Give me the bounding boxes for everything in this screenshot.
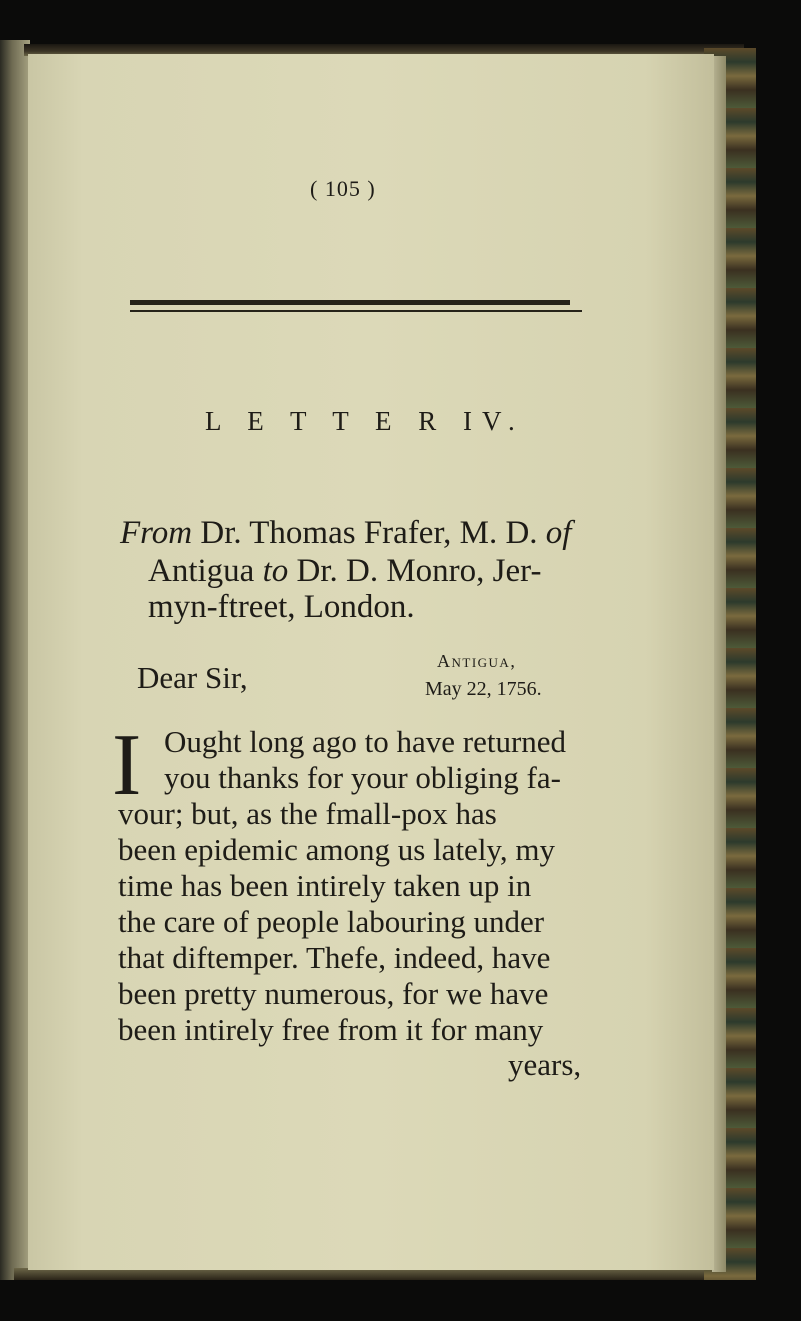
book-page	[28, 54, 714, 1270]
body-line: been epidemic among us lately, my	[118, 832, 556, 867]
body-line: that diftemper. Thefe, indeed, have	[118, 940, 551, 975]
heading-line-2	[148, 553, 541, 590]
body-line: been intirely free from it for many	[118, 1012, 544, 1047]
page-number: ( 105 )	[310, 176, 376, 201]
heading-sender: Dr. Thomas Frafer, M. D.	[192, 515, 546, 551]
drop-cap: I	[112, 717, 142, 814]
salutation: Dear Sir,	[137, 660, 248, 695]
heading-line-1	[120, 515, 571, 552]
heading-of: of	[545, 515, 572, 551]
body-line: time has been intirely taken up in	[118, 868, 532, 903]
heading-origin: Antigua	[148, 553, 263, 589]
page-stack-edge	[712, 56, 726, 1272]
body-line: Ought long ago to have returned	[164, 724, 567, 759]
body-line: vour; but, as the fmall-pox has	[118, 796, 497, 831]
dateline-place: Antigua,	[437, 651, 517, 671]
heading-line-3: myn-ftreet, London.	[148, 589, 415, 625]
body-line: you thanks for your obliging fa-	[164, 760, 561, 795]
catchword: years,	[508, 1047, 582, 1082]
header-rule-thin	[130, 310, 582, 312]
heading-to: to	[262, 553, 289, 589]
body-line: the care of people labouring under	[118, 904, 545, 939]
body-line: been pretty numerous, for we have	[118, 976, 549, 1011]
book-spine-edge	[0, 40, 30, 1280]
header-rule-thick	[130, 300, 570, 305]
dateline-date: May 22, 1756.	[425, 678, 542, 700]
letter-heading: L E T T E R IV.	[205, 406, 525, 436]
heading-recipient: Dr. D. Monro, Jer-	[288, 553, 542, 589]
heading-from: From	[120, 515, 193, 551]
